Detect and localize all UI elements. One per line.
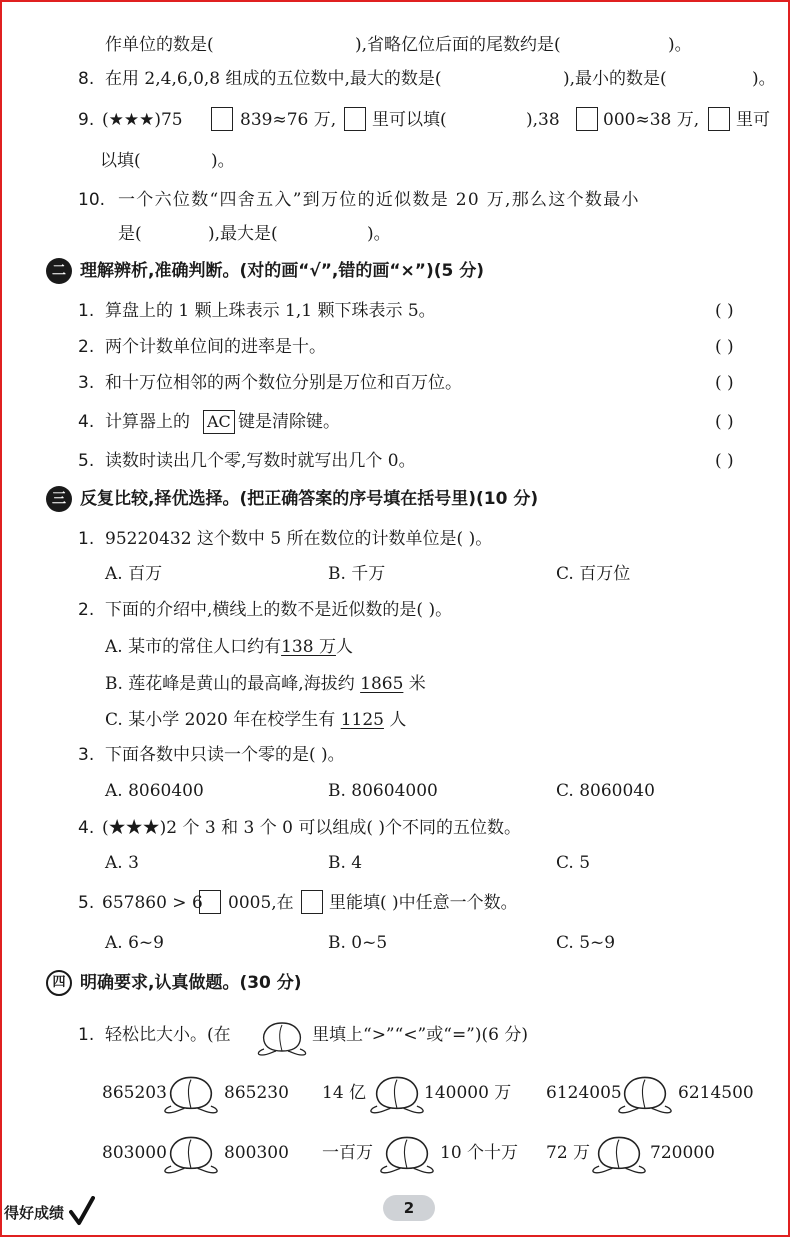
- peach-icon: [614, 1073, 676, 1115]
- choice-q1: 1. 95220432 这个数中 5 所在数位的计数单位是( )。: [78, 529, 493, 549]
- judge-item-3: 3. 和十万位相邻的两个数位分别是万位和百万位。 ( ): [0, 366, 790, 400]
- choice-q5-options: [0, 926, 790, 960]
- underlined-number: 1865: [360, 674, 404, 694]
- answer-paren[interactable]: ( ): [715, 301, 734, 321]
- judge-item-5: 5. 读数时读出几个零,写数时就写出几个 0。 ( ): [0, 444, 790, 478]
- compare-slot[interactable]: [588, 1133, 650, 1181]
- option-c[interactable]: C. 8060040: [556, 781, 655, 801]
- option-b[interactable]: B. 4: [328, 853, 363, 873]
- option-a[interactable]: A. 3: [105, 853, 139, 873]
- compare-slot[interactable]: [614, 1073, 676, 1121]
- fill-box[interactable]: [199, 890, 221, 914]
- answer-paren[interactable]: ( ): [715, 412, 734, 432]
- question-9-line2: 以填( )。: [100, 151, 235, 171]
- compare-row-2: 803000 800300 一百万 10 个十万 72 万 720000: [0, 1130, 790, 1176]
- judge-item-2: 2. 两个计数单位间的进率是十。 ( ): [0, 330, 790, 364]
- option-a[interactable]: A. 百万: [105, 564, 163, 584]
- compare-slot[interactable]: [160, 1133, 222, 1181]
- choice-q4-options: [0, 846, 790, 880]
- question-10: 10. 一个六位数“四舍五入”到万位的近似数是 20 万,那么这个数最小: [78, 190, 640, 210]
- option-a[interactable]: A. 6~9: [105, 933, 164, 953]
- option-b[interactable]: B. 千万: [328, 564, 386, 584]
- question-9: 9. (★★★)75 839≈76 万, 里可以填( ),38 000≈38 万, 里可: [0, 103, 790, 137]
- section-4-badge: 四: [46, 970, 72, 996]
- answer-paren[interactable]: ( ): [715, 337, 734, 357]
- line-cont: 作单位的数是( ),省略亿位后面的尾数约是( )。: [105, 35, 692, 55]
- choice-q5: 5. 657860 > 6 0005,在 里能填( )中任意一个数。: [0, 886, 790, 920]
- choice-q2: 2. 下面的介绍中,横线上的数不是近似数的是( )。: [78, 600, 453, 620]
- question-8: 8. 在用 2,4,6,0,8 组成的五位数中,最大的数是( ),最小的数是( )。: [78, 69, 776, 89]
- option-c[interactable]: C. 5: [556, 853, 591, 873]
- fill-box[interactable]: [576, 107, 598, 131]
- choice-q3: 3. 下面各数中只读一个零的是( )。: [78, 745, 345, 765]
- peach-icon: [254, 1019, 310, 1057]
- option-c[interactable]: C. 百万位: [556, 564, 631, 584]
- choice-q4: 4. (★★★)2 个 3 和 3 个 0 可以组成( )个不同的五位数。: [78, 818, 522, 838]
- compare-slot[interactable]: [160, 1073, 222, 1121]
- fill-box[interactable]: [301, 890, 323, 914]
- question-10-line2: 是( ),最大是( )。: [118, 224, 391, 244]
- option-b[interactable]: B. 80604000: [328, 781, 438, 801]
- fill-box[interactable]: [344, 107, 366, 131]
- option-b[interactable]: B. 0~5: [328, 933, 388, 953]
- brand-logo: 得好成绩: [4, 1196, 95, 1226]
- option-c[interactable]: C. 5~9: [556, 933, 616, 953]
- peach-icon: [160, 1073, 222, 1115]
- page-number: 2: [383, 1195, 435, 1221]
- section-3-badge: 三: [46, 486, 72, 512]
- underlined-number: 138 万: [281, 637, 336, 657]
- choice-q2-option-c[interactable]: C. 某小学 2020 年在校学生有 1125 人: [105, 710, 407, 730]
- underlined-number: 1125: [340, 710, 384, 730]
- fill-box[interactable]: [708, 107, 730, 131]
- section-2-badge: 二: [46, 258, 72, 284]
- section-4-title: 明确要求,认真做题。(30 分): [80, 973, 302, 993]
- compare-row-1: 865203 865230 14 亿 140000 万 6124005 6214500: [0, 1070, 790, 1116]
- judge-item-4: 4. 计算器上的 AC 键是清除键。 ( ): [0, 405, 790, 439]
- peach-icon: [366, 1073, 428, 1115]
- peach-icon: [376, 1133, 438, 1175]
- answer-paren[interactable]: ( ): [715, 451, 734, 471]
- section-3-title: 反复比较,择优选择。(把正确答案的序号填在括号里)(10 分): [80, 489, 539, 509]
- peach-icon: [588, 1133, 650, 1175]
- choice-q2-option-a[interactable]: A. 某市的常住人口约有138 万人: [105, 637, 353, 657]
- choice-q1-options: [0, 557, 790, 591]
- option-a[interactable]: A. 8060400: [105, 781, 204, 801]
- compare-instruction: 1. 轻松比大小。(在 里填上“>”“<”或“=”)(6 分): [0, 1015, 790, 1055]
- judge-item-1: 1. 算盘上的 1 颗上珠表示 1,1 颗下珠表示 5。 ( ): [0, 294, 790, 328]
- answer-paren[interactable]: ( ): [715, 373, 734, 393]
- checkmark-icon: [69, 1196, 95, 1226]
- choice-q2-option-b[interactable]: B. 莲花峰是黄山的最高峰,海拔约 1865 米: [105, 674, 426, 694]
- compare-slot[interactable]: [376, 1133, 438, 1181]
- fill-box[interactable]: [211, 107, 233, 131]
- section-2-title: 理解辨析,准确判断。(对的画“√”,错的画“×”)(5 分): [80, 261, 485, 281]
- compare-slot[interactable]: [366, 1073, 428, 1121]
- ac-key-label: AC: [203, 410, 235, 434]
- choice-q3-options: [0, 774, 790, 808]
- peach-icon: [160, 1133, 222, 1175]
